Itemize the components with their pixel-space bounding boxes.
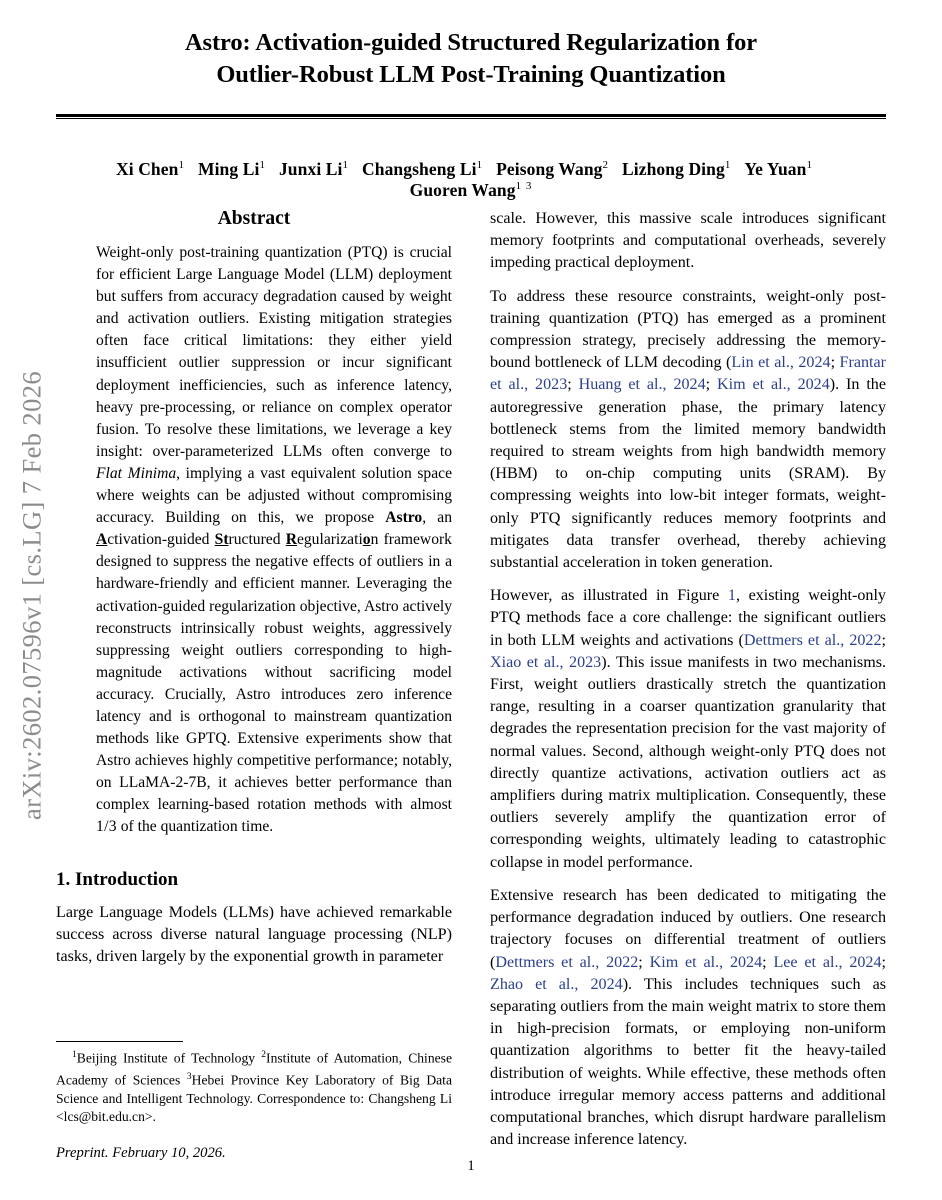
author-affiliation-marker: 1: [259, 159, 266, 172]
two-column-body: [56, 208, 886, 1162]
author-name: [116, 159, 185, 179]
citation-link[interactable]: Dettmers et al., 2022: [743, 631, 882, 649]
author-affiliation-marker: 1 3: [515, 180, 533, 193]
preprint-notice: Preprint. February 10, 2026.: [56, 1145, 226, 1162]
citation-link[interactable]: Kim et al., 2024: [717, 376, 830, 394]
text-run: ;: [638, 953, 650, 971]
text-run: To address these resource constraints, weight-only post-training quantization (PTQ) has emerged as a prominent compression strategy, precisely addressing the memory-bound bottleneck of LLM decoding (: [490, 287, 886, 372]
text-run: Beijing Institute of Technology: [76, 1050, 262, 1066]
right-column: [490, 208, 886, 1162]
text-run: ;: [881, 953, 886, 971]
citation-link[interactable]: Kim et al., 2024: [649, 953, 763, 971]
footnote-separator-rule: [56, 1041, 183, 1042]
text-run: ). In the autoregressive generation phase, the primary latency bottleneck stems from the limited memory bandwidth required to stream weights from high bandwidth memory (HBM) to on-chip computing units (SRAM). By compressing weights into low-bit integer formats, weight-only PTQ significantly reduces memory footprints and mitigates data transfer overhead, thereby achieving substantial acceleration in token generation.: [490, 376, 886, 572]
author-name: [362, 159, 483, 179]
right-paragraph-1: scale. However, this massive scale introduces significant memory footprints and computational overheads, severely impeding practical deployment.: [490, 210, 886, 272]
text-run: Institute of Automation, Chinese Academy of Sciences: [56, 1050, 452, 1088]
text-run: ctivation-guided: [107, 531, 215, 549]
text-run: ;: [830, 354, 840, 372]
text-run: o: [362, 531, 371, 549]
footnote-block: [56, 1041, 452, 1163]
title-line-2: Outlier-Robust LLM Post-Training Quantization: [216, 61, 726, 88]
citation-link[interactable]: Lee et al., 2024: [773, 953, 882, 971]
affiliation-marker: 1: [72, 1049, 77, 1060]
text-run: 1/3: [96, 818, 117, 836]
author-name: [622, 159, 731, 179]
author-name: [496, 159, 609, 179]
affiliation-footnote: [56, 1046, 452, 1127]
author-affiliation-marker: 1: [342, 159, 349, 172]
text-run: R: [285, 531, 297, 549]
author-label: Changsheng Li: [362, 159, 477, 180]
text-run: , existing weight-only PTQ methods face a core challenge: the significant outliers in both LLM weights and activations (: [490, 587, 886, 649]
citation-link[interactable]: Zhao et al., 2024: [490, 975, 623, 993]
text-run: Astro: [385, 509, 423, 527]
author-affiliation-marker: 1: [806, 159, 813, 172]
text-run: ;: [567, 376, 579, 394]
page-number: 1: [467, 1158, 475, 1174]
author-label: Guoren Wang: [409, 180, 516, 201]
text-run: ). This includes techniques such as separating outliers from the main weight matrix to store them in high-precision formats, or employing non-uniform quantization algorithms to better fit the heavy-tailed distribution of weights. While effective, these methods often introduce irregular memory access patterns and additional computational branches, which disrupt hardware parallelism and increase inference latency.: [490, 975, 886, 1149]
text-run: ructured: [228, 531, 286, 549]
author-label: Ming Li: [197, 159, 260, 180]
author-label: Ye Yuan: [744, 159, 807, 180]
citation-link[interactable]: Frantar et al., 2023: [490, 354, 886, 394]
text-run: Weight-only post-training quantization (PTQ) is crucial for efficient Large Language Model (LLM) deployment but suffers from accuracy degradation caused by weight and activation outliers. Existing mitigation strategies often face critical limitations: they either yield insufficient outlier suppression or incur significant deployment inefficiencies, such as inference latency, heavy pre-processing, or reliance on complex operator fusion. To resolve these limitations, we leverage a key insight: over-parameterized LLMs often converge to: [96, 244, 452, 460]
abstract-text: [96, 242, 452, 839]
section-heading-introduction: 1. Introduction: [56, 868, 179, 890]
author-name: [744, 159, 813, 179]
text-run: A: [96, 531, 108, 549]
arxiv-identifier-stamp: arXiv:2602.07596v1 [cs.LG] 7 Feb 2026: [16, 370, 47, 821]
author-label: Junxi Li: [278, 159, 343, 180]
author-affiliation-marker: 1: [476, 159, 484, 172]
text-run: egularizati: [296, 531, 363, 549]
citation-link[interactable]: Huang et al., 2024: [578, 376, 706, 394]
text-run: St: [214, 531, 229, 549]
paper-content: [56, 0, 886, 1200]
divider-thin-rule: [56, 118, 886, 119]
intro-paragraph-1: Large Language Models (LLMs) have achieved remarkable success across diverse natural language processing (NLP) tasks, driven largely by the exponential growth in parameter: [56, 903, 452, 965]
abstract-heading: Abstract: [217, 208, 291, 229]
right-paragraph-2: [490, 286, 886, 575]
title-line-1: Astro: Activation-guided Structured Regularization for: [184, 29, 758, 56]
figure-reference-link[interactable]: 1: [727, 587, 736, 605]
affiliation-marker: 2: [261, 1049, 267, 1060]
author-label: Xi Chen: [116, 159, 179, 180]
text-run: of the quantization time.: [116, 818, 274, 836]
author-name: [279, 159, 349, 179]
text-run: ;: [705, 376, 718, 394]
text-run: , implying a vast equivalent solution space where weights can be adjusted without compromising accuracy. Building on this, we propose: [96, 464, 452, 527]
citation-link[interactable]: Dettmers et al., 2022: [495, 953, 639, 971]
author-name: [410, 180, 533, 200]
text-run: However, as illustrated in Figure: [490, 587, 728, 605]
text-run: n framework designed to suppress the negative effects of outliers in a hardware-friendly and efficient manner. Leveraging the activation-guided regularization objective, Astro actively reconstructs intrinsically robust weights, aggressively suppressing weight outliers corresponding to high-magnitude activations without sacrificing model accuracy. Crucially, Astro introduces zero inference latency and is orthogonal to mainstream quantization methods like GPTQ. Extensive experiments show that Astro achieves highly competitive performance; notably, on LLaMA-2-7B, it achieves better performance than complex learning-based rotation methods with almost: [96, 531, 452, 814]
affiliation-marker: 3: [186, 1071, 192, 1082]
right-paragraph-4: [490, 885, 886, 1151]
author-affiliation-marker: 2: [602, 159, 609, 172]
author-affiliation-marker: 1: [724, 159, 732, 172]
author-name: [198, 159, 266, 179]
text-run: Flat Minima: [96, 464, 177, 482]
page-title: [56, 0, 886, 91]
text-run: , an: [422, 509, 452, 527]
author-label: Peisong Wang: [496, 159, 603, 180]
left-column: [56, 208, 452, 1162]
text-run: ;: [881, 631, 887, 649]
text-run: ). This issue manifests in two mechanisms. First, weight outliers drastically stretch the quantization range, resulting in a coarser quantization granularity that degrades the representation precision for the vast majority of normal values. Second, although weight-only PTQ does not directly quantize activations, activation outliers act as amplifiers during matrix multiplication. Consequently, these outliers severely amplify the quantization error of corresponding weights, ultimately leading to catastrophic collapse in model performance.: [490, 653, 886, 871]
text-run: Extensive research has been dedicated to mitigating the performance degradation induced by outliers. One research trajectory focuses on differential treatment of outliers (: [490, 886, 886, 971]
author-label: Lizhong Ding: [622, 159, 725, 180]
title-divider: [56, 114, 886, 119]
text-run: Hebei Province Key Laboratory of Big Data Science and Intelligent Technology. Correspondence to: Changsheng Li <lcs@bit.edu.cn>.: [56, 1072, 452, 1124]
author-affiliation-marker: 1: [178, 159, 185, 172]
citation-link[interactable]: Xiao et al., 2023: [490, 653, 602, 671]
citation-link[interactable]: Lin et al., 2024: [731, 354, 831, 372]
text-run: ;: [762, 953, 774, 971]
author-list: [56, 159, 886, 201]
right-paragraph-3: [490, 585, 886, 874]
